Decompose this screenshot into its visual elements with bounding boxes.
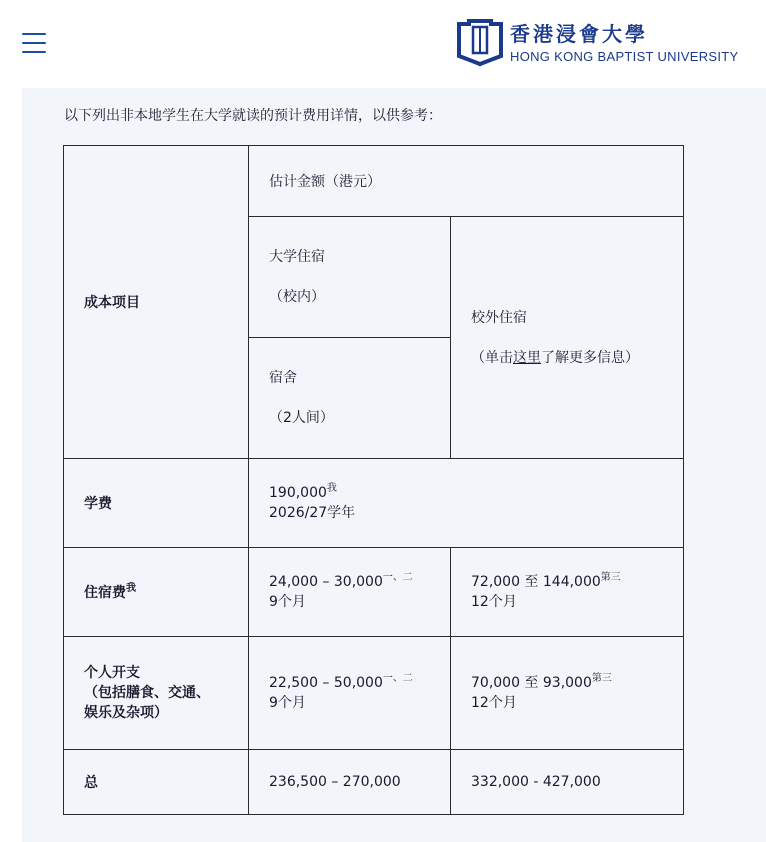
personal-campus-amount-text: 22,500 – 50,000 <box>269 675 383 691</box>
total-campus: 236,500 – 270,000 <box>249 750 451 815</box>
personal-label-line1: 个人开支 <box>84 665 140 681</box>
housing-campus-amount <box>269 572 450 592</box>
tuition-amount-text: 190,000 <box>269 485 327 501</box>
hamburger-menu-icon[interactable] <box>22 31 46 53</box>
housing-campus-amount-text: 24,000 – 30,000 <box>269 574 383 590</box>
housing-offcampus-period: 12个月 <box>471 594 517 610</box>
personal-offcampus-period: 12个月 <box>471 695 517 711</box>
cost-table <box>63 145 684 815</box>
cost-item-header: 成本项目 <box>64 146 249 459</box>
personal-offcampus-amount-text: 70,000 至 93,000 <box>471 675 592 691</box>
tuition-value-cell <box>249 459 684 548</box>
dorm-label: 宿舍 <box>269 370 297 386</box>
campus-housing-sublabel: （校内） <box>269 289 325 305</box>
campus-housing-label: 大学住宿 <box>269 249 325 265</box>
offcampus-housing-label: 校外住宿 <box>471 309 527 326</box>
intro-text: 以下列出非本地学生在大学就读的预计费用详情，以供参考： <box>64 108 442 124</box>
personal-label-cell <box>64 637 249 750</box>
tuition-footnote: 我 <box>326 483 337 494</box>
personal-campus-footnote: 一、二 <box>382 673 413 684</box>
estimate-header: 估计金额（港元） <box>249 146 684 217</box>
tuition-year: 2026/27学年 <box>269 505 356 521</box>
personal-campus-cell <box>249 637 451 750</box>
housing-label-cell <box>64 548 249 637</box>
housing-label: 住宿费 <box>84 585 126 601</box>
tuition-amount <box>269 483 683 503</box>
hkbu-logo[interactable] <box>457 18 737 68</box>
housing-campus-period: 9个月 <box>269 594 306 610</box>
offcampus-housing-cell <box>451 217 684 459</box>
personal-label-line3: 娱乐及杂项） <box>84 705 168 721</box>
dorm-sublabel: （2人间） <box>269 410 334 426</box>
tuition-label: 学费 <box>64 459 249 548</box>
total-label: 总 <box>64 750 249 815</box>
total-offcampus: 332,000 - 427,000 <box>451 750 684 815</box>
logo-chinese-name: 香港浸會大學 <box>510 22 648 46</box>
dorm-cell <box>249 338 451 459</box>
offcampus-suffix: 了解更多信息） <box>541 349 639 366</box>
personal-label-line2: （包括膳食、交通、 <box>84 685 210 701</box>
housing-offcampus-amount <box>471 572 683 592</box>
personal-offcampus-footnote: 第三 <box>591 673 612 684</box>
personal-campus-amount <box>269 673 450 693</box>
site-header <box>0 0 766 88</box>
personal-campus-period: 9个月 <box>269 695 306 711</box>
more-info-link[interactable]: 这里 <box>513 349 541 366</box>
housing-offcampus-amount-text: 72,000 至 144,000 <box>471 574 601 590</box>
housing-offcampus-cell <box>451 548 684 637</box>
offcampus-housing-sublabel <box>471 348 683 368</box>
housing-campus-footnote: 一、二 <box>382 572 413 583</box>
campus-housing-cell <box>249 217 451 338</box>
logo-english-name: HONG KONG BAPTIST UNIVERSITY <box>510 49 739 64</box>
personal-offcampus-amount <box>471 673 683 693</box>
offcampus-prefix: （单击 <box>471 349 513 366</box>
hkbu-crest-icon <box>457 18 503 68</box>
main-content <box>22 88 766 842</box>
personal-offcampus-cell <box>451 637 684 750</box>
housing-label-footnote: 我 <box>126 583 136 594</box>
housing-offcampus-footnote: 第三 <box>600 572 621 583</box>
housing-campus-cell <box>249 548 451 637</box>
